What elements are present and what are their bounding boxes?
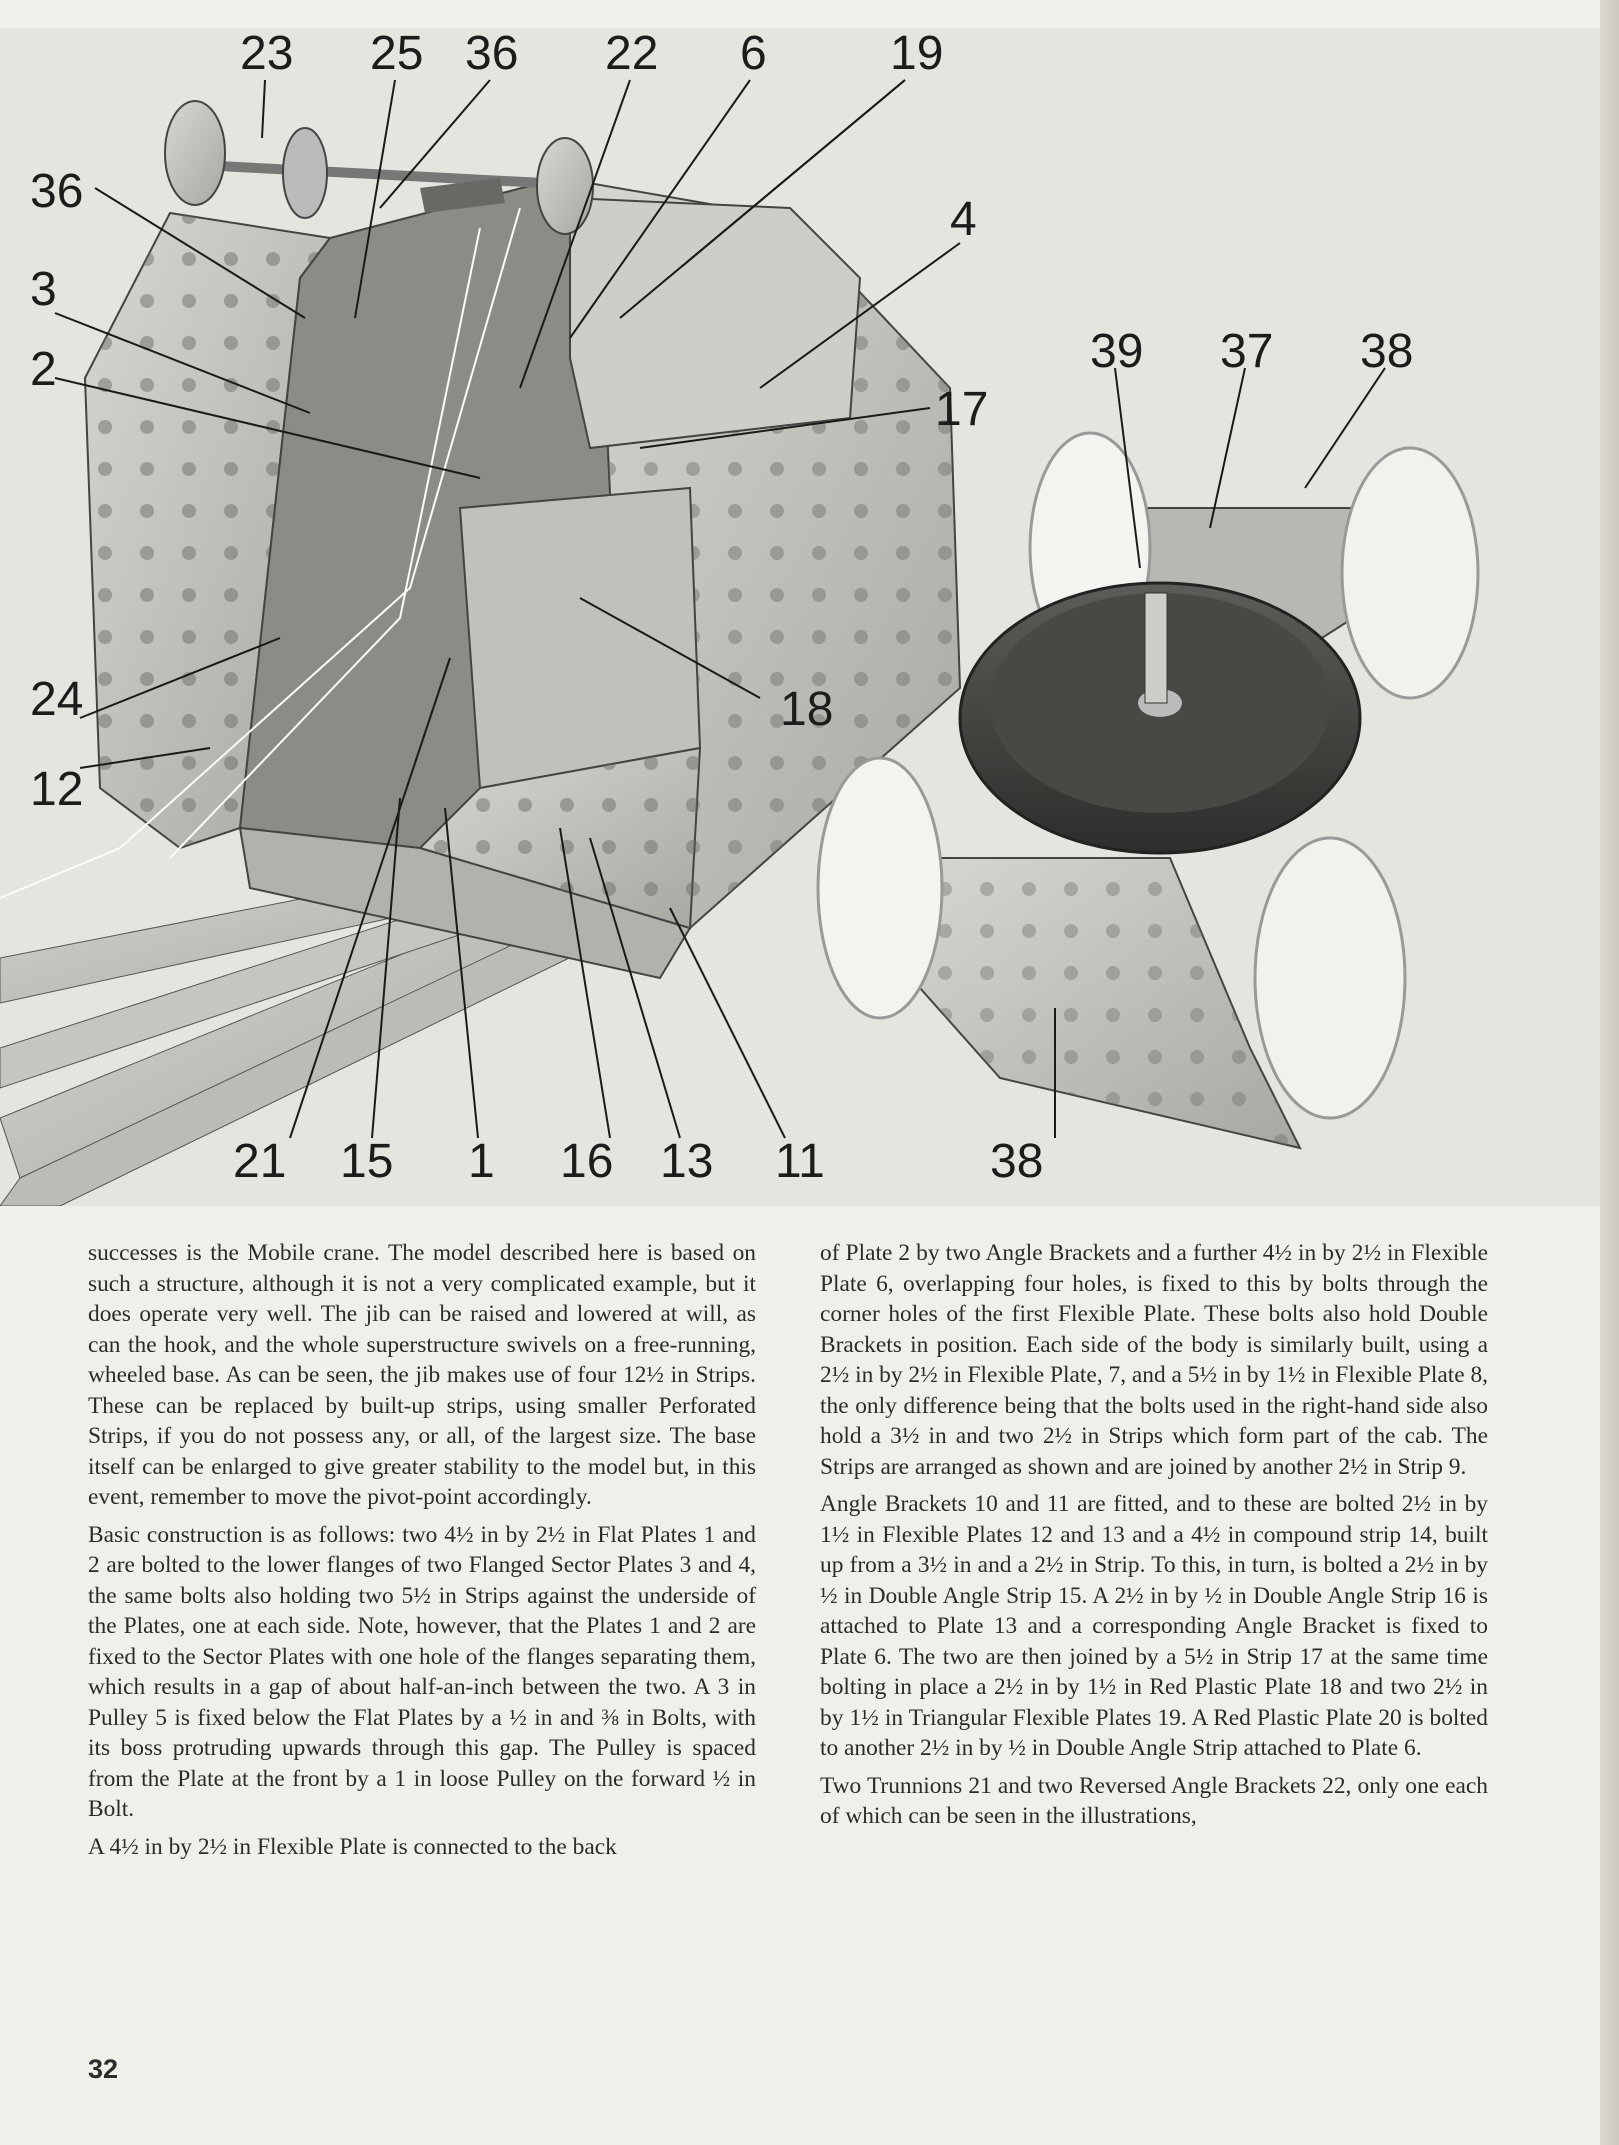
callout-17: 17 <box>935 383 989 436</box>
paragraph: of Plate 2 by two Angle Brackets and a further 4½ in by 2½ in Flexible Plate 6, overlapping four holes, is fixed to this by bolts through the corner holes of the first Flexible Plate. These bolts also hold Double Brackets in position. Each side of the body is similarly built, using a 2½ in by 2½ in Flexible Plate, 7, and a 5½ in by 1½ in Flexible Plate 8, the only difference being that the bolts used in the right-hand side also hold a 3½ in and two 2½ in Strips which form part of the cab. The Strips are arranged as shown and are joined by another 2½ in Strip 9. <box>820 1240 1488 1480</box>
right-column <box>820 1238 1488 1869</box>
page-edge <box>1600 0 1619 2145</box>
callout-39: 39 <box>1090 325 1144 378</box>
callout-36-top: 36 <box>465 27 519 80</box>
callout-25: 25 <box>370 27 424 80</box>
callout-24: 24 <box>30 673 84 726</box>
left-column <box>88 1238 756 1869</box>
callout-1: 1 <box>468 1135 495 1188</box>
callout-15: 15 <box>340 1135 394 1188</box>
crane-illustration <box>0 28 1600 1206</box>
callout-19: 19 <box>890 27 944 80</box>
paragraph: Two Trunnions 21 and two Reversed Angle Brackets 22, only one each of which can be seen in the illustrations, <box>820 1772 1488 1829</box>
paragraph: successes is the Mobile crane. The model described here is based on such a structure, although it is not a very complicated example, but it does operate very well. The jib can be raised and lowered at will, as can the hook, and the whole superstructure swivels on a free-running, wheeled base. As can be seen, the jib makes use of four 12½ in Strips. These can be replaced by built-up strips, using smaller Perforated Strips, if you do not possess any, or all, of the largest size. The base itself can be enlarged to give greater stability to the model but, in this event, remember to move the pivot-point accordingly. <box>88 1240 756 1510</box>
callout-12: 12 <box>30 763 84 816</box>
callout-16: 16 <box>560 1135 614 1188</box>
callout-21: 21 <box>233 1135 287 1188</box>
model-photograph <box>0 28 1600 1206</box>
callout-6: 6 <box>740 27 767 80</box>
callout-22: 22 <box>605 27 659 80</box>
paragraph: Basic construction is as follows: two 4½ in by 2½ in Flat Plates 1 and 2 are bolted to the lower flanges of two Flanged Sector Plates 3 and 4, the same bolts also holding two 5½ in Strips against the underside of the Plates, one at each side. Note, however, that the Plates 1 and 2 are fixed to the Sector Plates with one hole of the flanges separating them, which results in a gap of about half-an-inch between the two. A 3 in Pulley 5 is fixed below the Flat Plates by a ½ in and ⅜ in Bolts, with its boss protruding upwards through this gap. The Pulley is spaced from the Plate at the front by a 1 in loose Pulley on the forward ½ in Bolt. <box>88 1521 756 1822</box>
callout-4: 4 <box>950 193 977 246</box>
callout-23: 23 <box>240 27 294 80</box>
page-number: 32 <box>88 2054 119 2084</box>
callout-37: 37 <box>1220 325 1274 378</box>
paragraph: A 4½ in by 2½ in Flexible Plate is connected to the back <box>88 1833 617 1860</box>
paragraph: Angle Brackets 10 and 11 are fitted, and to these are bolted 2½ in by 1½ in Flexible Plates 12 and 13 and a 4½ in compound strip 14, built up from a 3½ in and a 2½ in Strip. To this, in turn, is bolted a 2½ in by ½ in Double Angle Strip 15. A 2½ in by ½ in Double Angle Strip 16 is attached to Plate 13 and a corresponding Angle Bracket is fixed to Plate 6. The two are then joined by a 5½ in Strip 17 at the same time bolting in place a 2½ in by 1½ in Red Plastic Plate 18 and two 2½ in by 1½ in Triangular Flexible Plates 19. A Red Plastic Plate 20 is bolted to another 2½ in by ½ in Double Angle Strip attached to Plate 6. <box>820 1491 1488 1761</box>
callout-38-top: 38 <box>1360 325 1414 378</box>
callout-3: 3 <box>30 263 57 316</box>
callout-13: 13 <box>660 1135 714 1188</box>
callout-36-left: 36 <box>30 165 84 218</box>
callout-11: 11 <box>775 1135 825 1188</box>
body-text <box>88 1238 1488 1869</box>
callout-18: 18 <box>780 683 834 736</box>
callout-2: 2 <box>30 343 57 396</box>
callout-38-bottom: 38 <box>990 1135 1044 1188</box>
